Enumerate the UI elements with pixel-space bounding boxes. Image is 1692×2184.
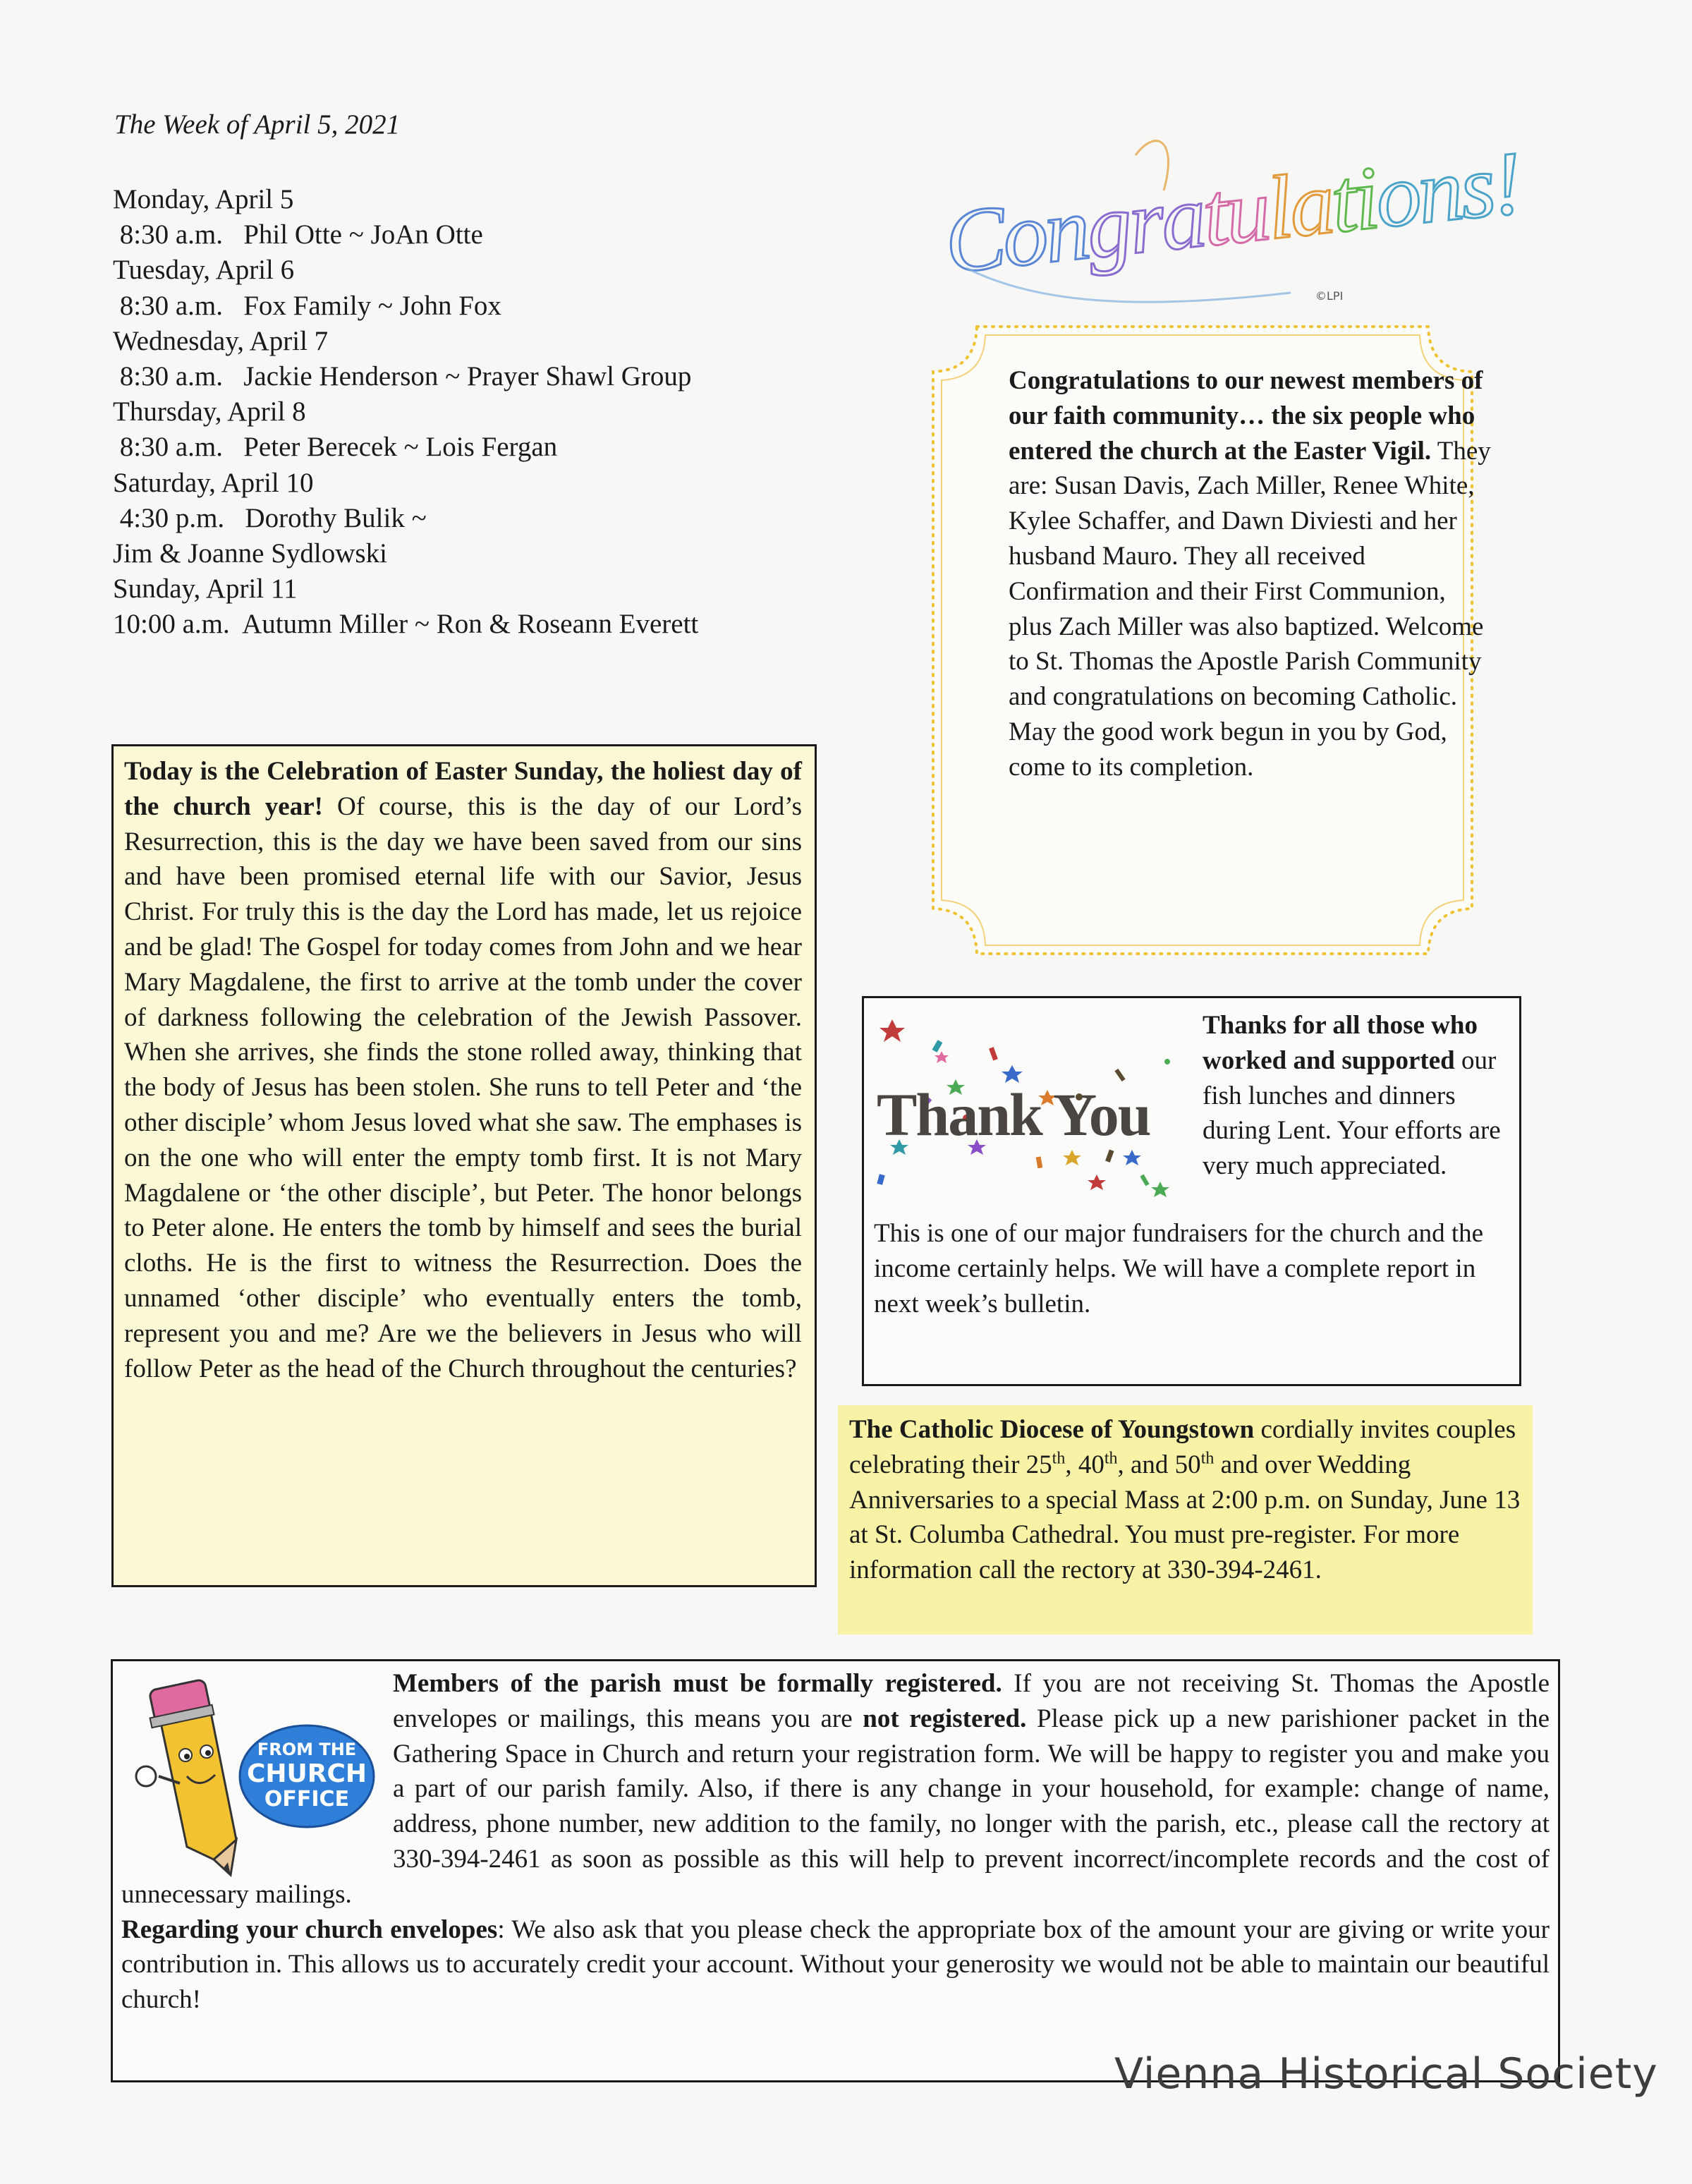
congratulations-text xyxy=(1009,363,1495,785)
week-title: The Week of April 5, 2021 xyxy=(114,109,401,140)
parish-body: Please pick up a new parishioner packet in the Gathering Space in Church and return your registration form. We will be happy to register you and make you a part of our parish family. Also, if there is any change in your household, for example: change of name, address, phone number, new addition to the family, no longer with the parish, etc., please call the rectory at 330-394-2461 as soon as possible as this will help to prevent incorrect/incomplete records and the cost of unnecessary mailings. xyxy=(121,1704,1550,1909)
mass-schedule xyxy=(113,182,846,643)
thanks-side-body: our fish lunches and dinners during Lent. Your efforts are very much appreciated. xyxy=(1203,1045,1501,1181)
schedule-line: 8:30 a.m. Jackie Henderson ~ Prayer Shawl Group xyxy=(113,361,692,392)
not-registered-emphasis: not registered. xyxy=(863,1704,1027,1733)
congrats-lead: Congratulations to our newest members of our faith community… the six people who entered the church at the Easter Vigil. xyxy=(1009,366,1483,466)
schedule-line: 8:30 a.m. Fox Family ~ John Fox xyxy=(113,290,501,321)
parish-body: If you are not receiving St. Thomas the Apostle envelopes or mailings, this means you are xyxy=(393,1669,1550,1733)
diocese-text: , 40 xyxy=(1065,1450,1104,1479)
schedule-line: Wednesday, April 7 xyxy=(113,325,329,356)
diocese-text: and over Wedding Anniversaries to a special Mass at 2:00 p.m. on Sunday, June 13 at St. Columba Cathedral. You must pre-register. For more information call the rectory at 330-394-2461. xyxy=(849,1450,1521,1585)
ordinal-suffix: th xyxy=(1052,1449,1066,1468)
schedule-line: Tuesday, April 6 xyxy=(113,255,295,286)
thank-you-word: Thank You xyxy=(877,1081,1150,1148)
easter-lead: Today is the Celebration of Easter Sunday, the holiest day of the church year! xyxy=(124,757,802,821)
thank-you-box xyxy=(862,996,1521,1386)
easter-article xyxy=(111,744,817,1587)
schedule-line: Thursday, April 8 xyxy=(113,396,306,427)
schedule-line: Monday, April 5 xyxy=(113,184,294,214)
schedule-line: Jim & Joanne Sydlowski xyxy=(113,538,387,569)
schedule-line: Saturday, April 10 xyxy=(113,467,314,498)
thank-you-bottom-text: This is one of our major fundraisers for the church and the income certainly helps. We will have a complete report in next week’s bulletin. xyxy=(874,1219,1484,1318)
schedule-line: 4:30 p.m. Dorothy Bulik ~ xyxy=(113,502,427,533)
diocese-text: cordially invites couples celebrating their 25 xyxy=(849,1415,1516,1479)
diocese-lead: The Catholic Diocese of Youngstown xyxy=(849,1415,1255,1444)
congrats-body: They are: Susan Davis, Zach Miller, Renee White, Kylee Schaffer, and Dawn Diviesti and her husband Mauro. They all received Confirmation and their First Communion, plus Zach Miller was also baptized. Welcome to St. Thomas the Apostle Parish Community and congratulations on becoming Catholic. May the good work begun in you by God, come to its completion. xyxy=(1009,436,1491,782)
congratulations-graphic xyxy=(924,113,1525,339)
schedule-line: 8:30 a.m. Phil Otte ~ JoAn Otte xyxy=(113,219,483,250)
envelopes-body: : We also ask that you please check the appropriate box of the amount your are giving or write your contribution in. This allows us to accurately credit your account. Without your generosity we would not be able to maintain our beautiful church! xyxy=(121,1915,1550,2015)
thanks-lead: Thanks for all those who worked and supported xyxy=(1203,1011,1478,1075)
ordinal-suffix: th xyxy=(1104,1449,1118,1468)
diocese-text: , and 50 xyxy=(1117,1450,1201,1479)
badge-line: OFFICE xyxy=(264,1787,350,1812)
parish-registration-text xyxy=(121,1666,1550,2018)
parish-lead: Members of the parish must be formally registered. xyxy=(393,1669,1002,1698)
envelopes-lead: Regarding your church envelopes xyxy=(121,1915,498,1944)
badge-line: CHURCH xyxy=(246,1759,367,1788)
ordinal-suffix: th xyxy=(1200,1449,1215,1468)
schedule-line: 10:00 a.m. Autumn Miller ~ Ron & Roseann Everett xyxy=(113,609,699,640)
schedule-line: 8:30 a.m. Peter Berecek ~ Lois Fergan xyxy=(113,432,558,463)
congratulations-script: Congratulations! xyxy=(940,132,1525,293)
schedule-line: Sunday, April 11 xyxy=(113,574,298,605)
watermark: Vienna Historical Society xyxy=(1114,2049,1658,2099)
parish-registration-notice xyxy=(111,1659,1560,2082)
badge-line: FROM THE xyxy=(257,1740,357,1759)
copyright-mark: ©LPI xyxy=(1315,289,1344,303)
thank-you-side-text xyxy=(1203,1008,1506,1184)
easter-body: Of course, this is the day of our Lord’s Resurrection, this is the day we have been saved from our sins and have been promised eternal life with our Savior, Jesus Christ. For truly this is the day the Lord has made, let us rejoice and be glad! The Gospel for today comes from John and we hear Mary Magdalene, the first to arrive at the tomb under the cover of darkness following the celebration of the Jewish Passover. When she arrives, she finds the stone rolled away, thinking that the body of Jesus has been stolen. She runs to tell Peter and ‘the other disciple’ whom Jesus loved what she saw. The emphases is on the one who will enter the empty tomb first. It is not Mary Magdalene or ‘the other disciple’, but Peter. The honor belongs to Peter alone. He enters the tomb by himself and sees the burial cloths. He is the first to witness the Resurrection. Does the unnamed ‘other disciple’ who eventually enters the tomb, represent you and me? Are we the believers in Jesus who will follow Peter as the head of the Church throughout the centuries? xyxy=(124,791,802,1383)
diocese-anniversary-notice xyxy=(838,1405,1533,1634)
